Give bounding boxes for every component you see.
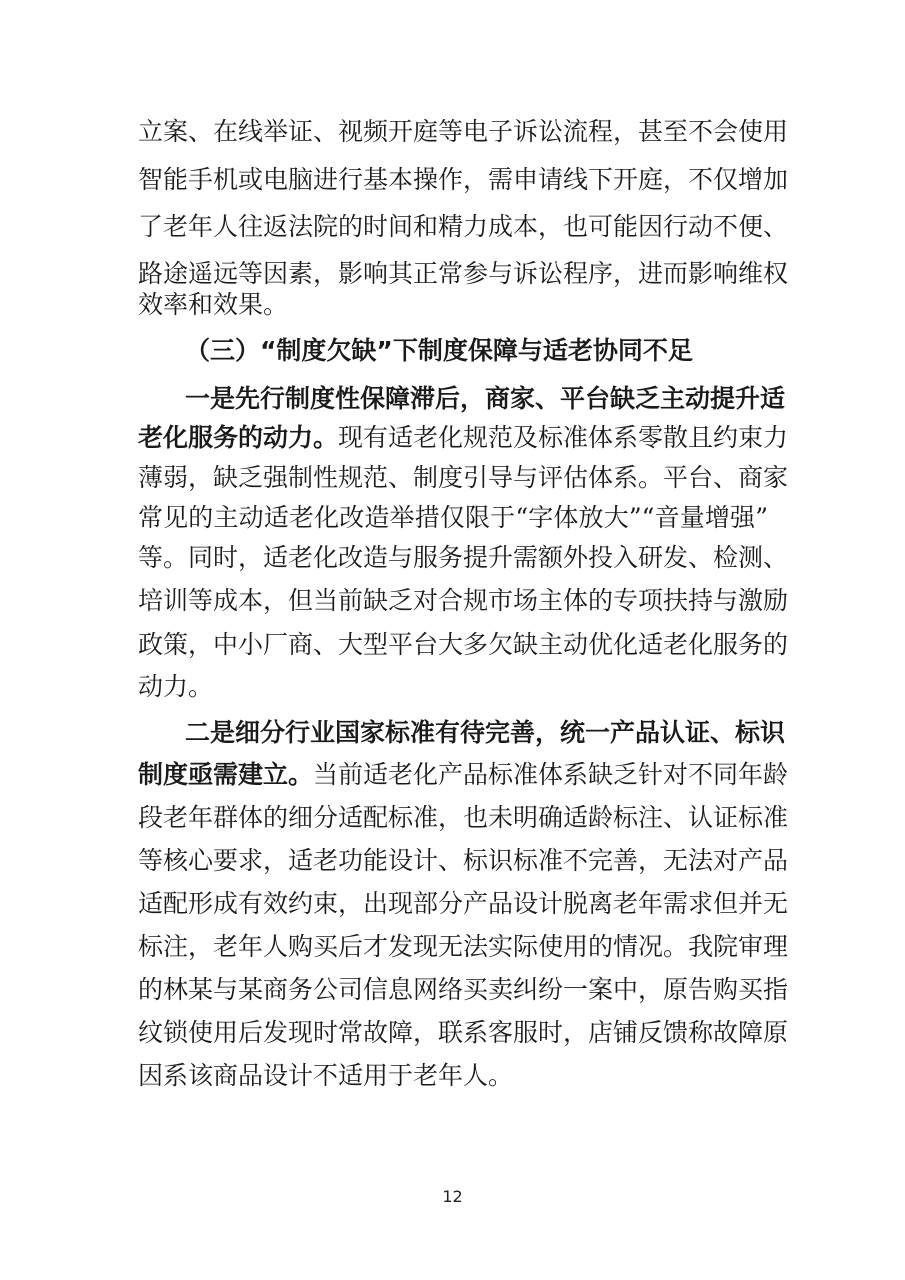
paragraph-line: 纹锁使用后发现时常故障，联系客服时，店铺反馈称故障原 [138,1018,789,1047]
paragraph-bold-lead-end: 老化服务的动力。 [138,423,339,452]
paragraph-line-mixed [138,759,789,791]
paragraph-line-mixed [138,422,789,454]
paragraph-line: 智能手机或电脑进行基本操作，需申请线下开庭，不仅增加 [138,165,789,194]
paragraph-bold-lead: 二是细分行业国家标准有待完善，统一产品认证、标识 [185,718,786,747]
paragraph-line: 因系该商品设计不适用于老年人。 [138,1061,514,1090]
paragraph-line: 动力。 [138,672,214,701]
paragraph-line: 段老年群体的细分适配标准，也未明确适龄标注、认证标准 [138,803,789,832]
paragraph-line: 路途遥远等因素，影响其正常参与诉讼程序，进而影响维权 [138,259,789,288]
paragraph-text: 现有适老化规范及标准体系零散且约束力 [338,423,789,452]
paragraph-line: 政策，中小厂商、大型平台大多欠缺主动优化适老化服务的 [138,630,789,659]
paragraph-line: 培训等成本，但当前缺乏对合规市场主体的专项扶持与激励 [138,586,789,615]
page-number: 12 [442,1187,463,1206]
paragraph-line: 标注，老年人购买后才发现无法实际使用的情况。我院审理 [138,932,789,961]
paragraph-text: 当前适老化产品标准体系缺乏针对不同年龄 [313,760,789,789]
paragraph-line: 适配形成有效约束，出现部分产品设计脱离老年需求但并无 [138,889,789,918]
paragraph-line: 的林某与某商务公司信息网络买卖纠纷一案中，原告购买指 [138,975,789,1004]
section-heading: （三）“制度欠缺”下制度保障与适老协同不足 [185,336,693,365]
paragraph-bold-lead: 一是先行制度性保障滞后，商家、平台缺乏主动提升适 [185,384,786,413]
paragraph-line: 等。同时，适老化改造与服务提升需额外投入研发、检测、 [138,543,789,572]
paragraph-line: 薄弱，缺乏强制性规范、制度引导与评估体系。平台、商家 [138,463,789,492]
paragraph-line: 效率和效果。 [138,290,289,319]
paragraph-line: 立案、在线举证、视频开庭等电子诉讼流程，甚至不会使用 [138,117,789,146]
paragraph-line: 了老年人往返法院的时间和精力成本，也可能因行动不便、 [138,212,789,241]
paragraph-line: 常见的主动适老化改造举措仅限于“字体放大”“音量增强” [138,503,768,532]
paragraph-line: 等核心要求，适老功能设计、标识标准不完善，无法对产品 [138,846,789,875]
paragraph-bold-lead-end: 制度亟需建立。 [138,760,314,789]
